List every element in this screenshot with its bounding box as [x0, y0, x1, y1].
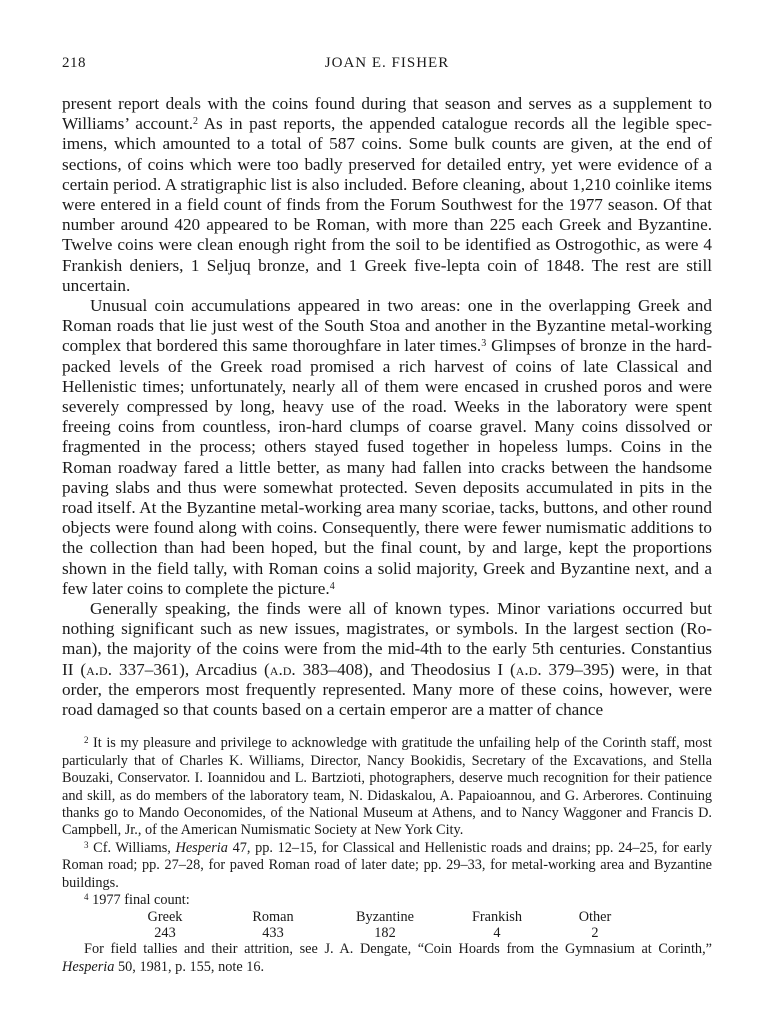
- count-value-roman: 433: [262, 925, 284, 942]
- final-count-table: [105, 909, 712, 941]
- footnote-ref-3: 3: [481, 338, 487, 350]
- count-value-frankish: 4: [493, 925, 501, 942]
- footnote-3: $^3$ Cf. Williams, Hesperia 47, pp. 12–15, for Classical and Hellenistic roads and drains; pp. 24–25, for early Roman road; pp. 27–28, for paved Roman road of later date; pp. 29–33, for metal-working area and Byzantine buildings.: [62, 839, 712, 891]
- footnote-2: $^2$ It is my pleasure and privilege to acknowledge with gratitude the unfailing help of the Corinth staff, most particularly that of Charles K. Williams, Director, Nancy Bookidis, Secretary of the Excavations, and Stella Bouzaki, Conservator. I. Ioannidou and L. Bartzioti, photographers, deserve much recognition for their patience and skill, as do members of the laboratory team, N. Didaskalou, A. Papaioannou, and G. Arberores. Continuing thanks go to Mando Oeconomides, of the National Museum at Athens, and to Nancy Waggoner and Francis D. Campbell, Jr., of the American Numismatic Society at New York City.: [62, 735, 712, 839]
- count-value-byzantine: 182: [374, 925, 396, 942]
- count-value-other: 2: [591, 925, 599, 942]
- page-number: 218: [62, 55, 86, 71]
- paragraph-3: Generally speaking, the finds were all of known types. Minor variations occurred but nothing significant such as new issues, magistrates, or symbols. In the largest section (Roman), the majority of the coins were from the mid-4th to the early 5th centuries. Constantius II (a.d. 337–361), Arcadius (a.d. 383–408), and Theodosius I (a.d. 379–395) were, in that order, the emperors most frequently represented. Many more of these coins, however, were road damaged so that counts based on a certain emperor are a matter of chance: [62, 599, 713, 720]
- count-value-greek: 243: [154, 925, 176, 942]
- footnote-ref-4: 4: [329, 580, 335, 592]
- paragraph-1: present report deals with the coins found during that season and serves as a supplement to Williams’ account.$^2$ As in past reports, the appended catalogue records all the legible specimens, which amounted to a total of 587 coins. Some bulk counts are given, at the end of sections, of coins which were too badly preserved for detailed entry, yet were evidence of a certain period. A stratigraphic list is also included. Before cleaning, about 1,210 coinlike items were entered in a field count of finds from the Forum Southwest for the 1977 season. Of that number around 420 appeared to be Roman, with more than 225 each Greek and Byzantine. Twelve coins were clean enough right from the soil to be identified as Ostrogothic, as were 4 Frankish deniers, 1 Seljuq bronze, and 1 Greek five-lepta coin of 1848. The rest are still uncertain.: [62, 94, 712, 295]
- paragraph-2: Unusual coin accumulations appeared in two areas: one in the overlapping Greek and Roman roads that lie just west of the South Stoa and another in the Byzantine metal-working complex that bordered this same thoroughfare in later times.$^3$ Glimpses of bronze in the hard-packed levels of the Greek road promised a rich harvest of coins of late Classical and Hellenistic times; unfortunately, nearly all of them were encased in crushed poros and were severely compressed by long, heavy use of the road. Weeks in the laboratory were spent freeing coins from countless, iron-hard clumps of coarse gravel. Many coins dissolved or fragmented in the process; others stayed fused together in hopeless lumps. Coins in the Roman roadway fared a little better, as many had fallen into cracks between the handsome paving slabs and thus were somewhat protected. Seven deposits accumulated in pits in the road itself. At the Byzantine metal-working area many scoriae, tacks, buttons, and other round objects were found along with coins. Consequently, there were fewer numismatic additions to the collection than had been hoped, but the final count, by and large, kept the proportions shown in the field tally, with Roman coins a solid majority, Greek and Byzantine next, and a few later coins to complete the picture.$^4$: [62, 296, 712, 598]
- count-label-other: Other: [578, 909, 612, 926]
- footnotes: [62, 735, 712, 976]
- count-label-byzantine: Byzantine: [356, 909, 414, 926]
- count-label-roman: Roman: [252, 909, 294, 926]
- count-label-frankish: Frankish: [471, 909, 523, 926]
- count-label-greek: Greek: [147, 909, 183, 926]
- footnote-4-continuation: For field tallies and their attrition, see J. A. Dengate, “Coin Hoards from the Gymnasium at Corinth,” Hesperia 50, 1981, p. 155, note 16.: [62, 941, 712, 975]
- footnote-ref-2: 2: [193, 116, 199, 128]
- footnote-4: $^4$ 1977 final count:: [84, 891, 190, 908]
- main-text: [62, 94, 712, 720]
- page: [62, 55, 712, 976]
- running-head: JOAN E. FISHER: [324, 55, 450, 71]
- page-header: [62, 55, 712, 83]
